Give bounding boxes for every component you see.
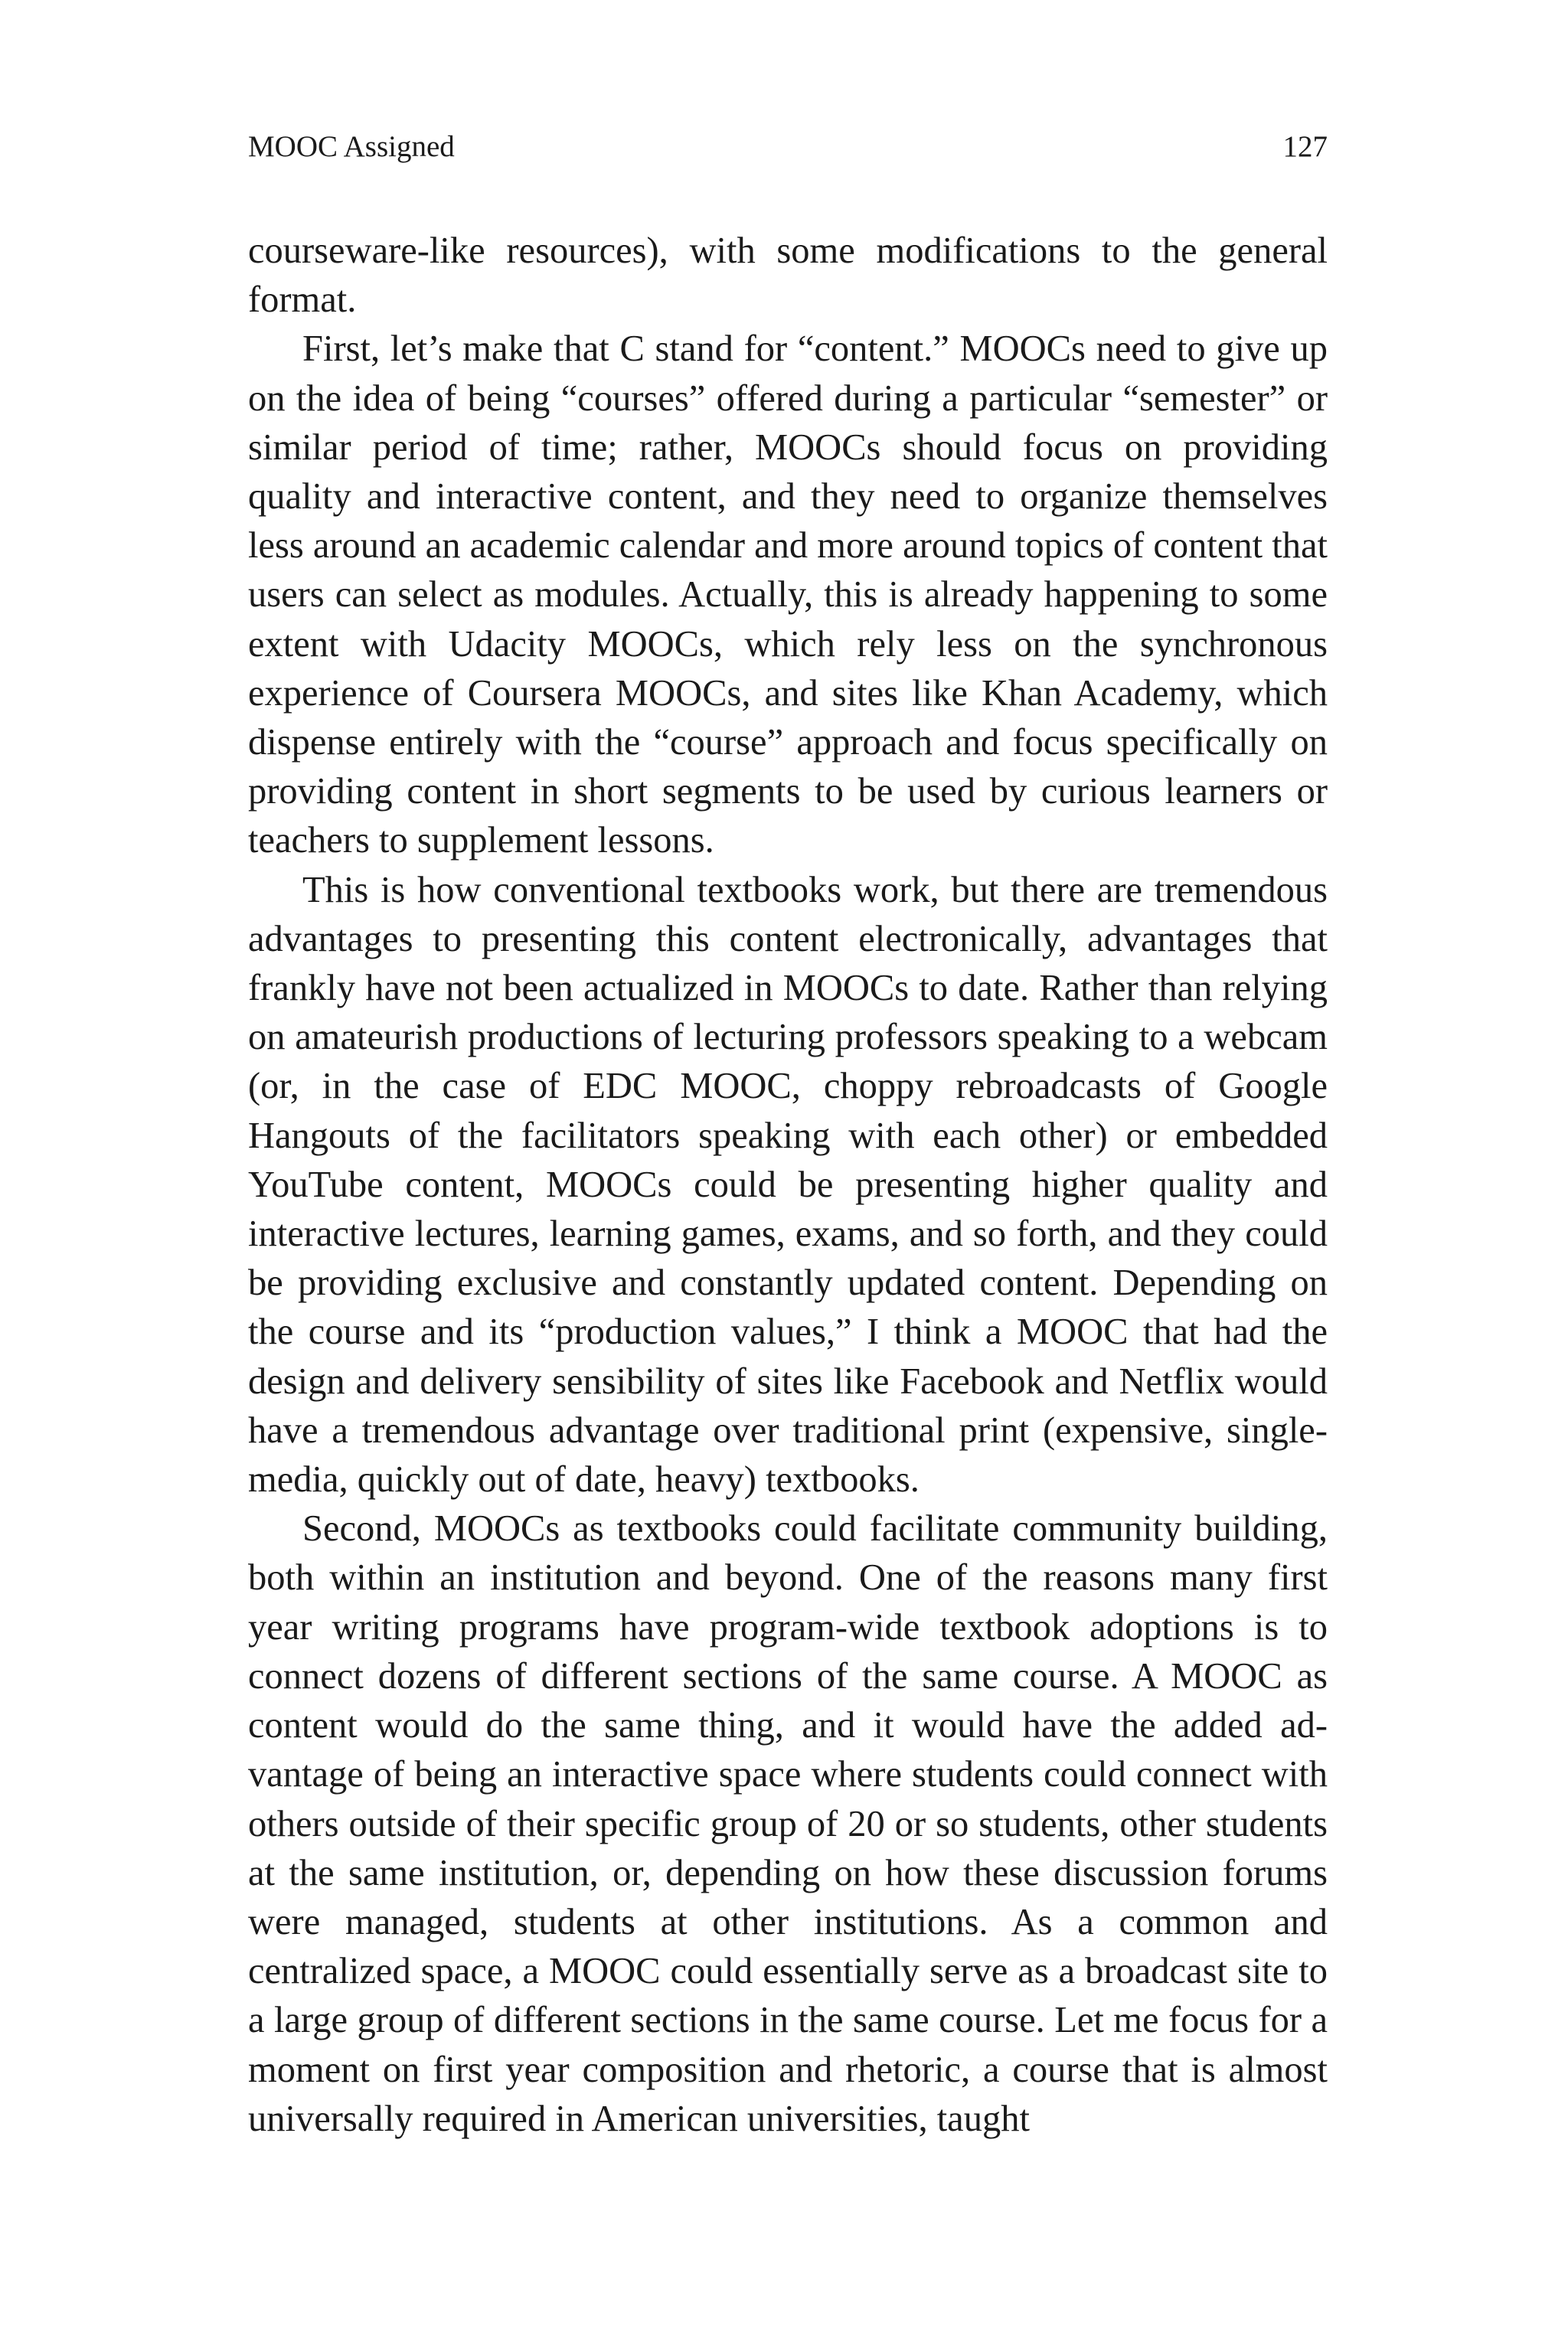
running-head [248, 129, 1328, 165]
paragraph: First, let’s make that C stand for “content.” MOOCs need to give up on the idea of being “courses” offered during a particular “semester” or similar period of time; rather, MOOCs should focus on providing quality and interactive content, and they need to organize themselves less around an academic calendar and more around topics of content that users can select as modules. Actually, this is already happening to some extent with Udacity MOOCs, which rely less on the synchronous experience of Coursera MOOCs, and sites like Khan Academy, which dispense entirely with the “course” approach and focus specifically on providing content in short segments to be used by curious learners or teachers to supplement lessons. [248, 328, 1328, 861]
body-text [248, 227, 1328, 2144]
running-title: MOOC Assigned [248, 130, 455, 163]
paragraph-continued: courseware-like resources), with some modifications to the general format. [248, 230, 1328, 321]
paragraph: Second, MOOCs as textbooks could facilitate community building, both within an institution and beyond. One of the reasons many first year writing programs have program-wide textbook adoptions is to connect dozens of different sections of the same course. A MOOC as content would do the same thing, and it would have the added advantage of being an interactive space where students could connect with others outside of their specific group of 20 or so students, other students at the same institution, or, depending on how these discussion forums were managed, students at other institutions. As a common and centralized space, a MOOC could essentially serve as a broadcast site to a large group of different sections in the same course. Let me focus for a moment on first year composition and rhetoric, a course that is almost universally required in American universities, taught [248, 1508, 1328, 2139]
paragraph: This is how conventional textbooks work, but there are tremendous advantages to presenting this content electronically, advantages that frankly have not been actualized in MOOCs to date. Rather than relying on amateurish productions of lecturing professors speaking to a webcam (or, in the case of EDC MOOC, choppy rebroadcasts of Google Hangouts of the facilitators speaking with each other) or embedded YouTube content, MOOCs could be presenting higher quality and interactive lectures, learning games, exams, and so forth, and they could be providing exclusive and constantly updated content. Depending on the course and its “production values,” I think a MOOC that had the design and delivery sensibility of sites like Facebook and Netflix would have a tremendous advantage over traditional print (expensive, single-media, quickly out of date, heavy) textbooks. [248, 869, 1328, 1501]
page-number: 127 [1282, 130, 1328, 163]
